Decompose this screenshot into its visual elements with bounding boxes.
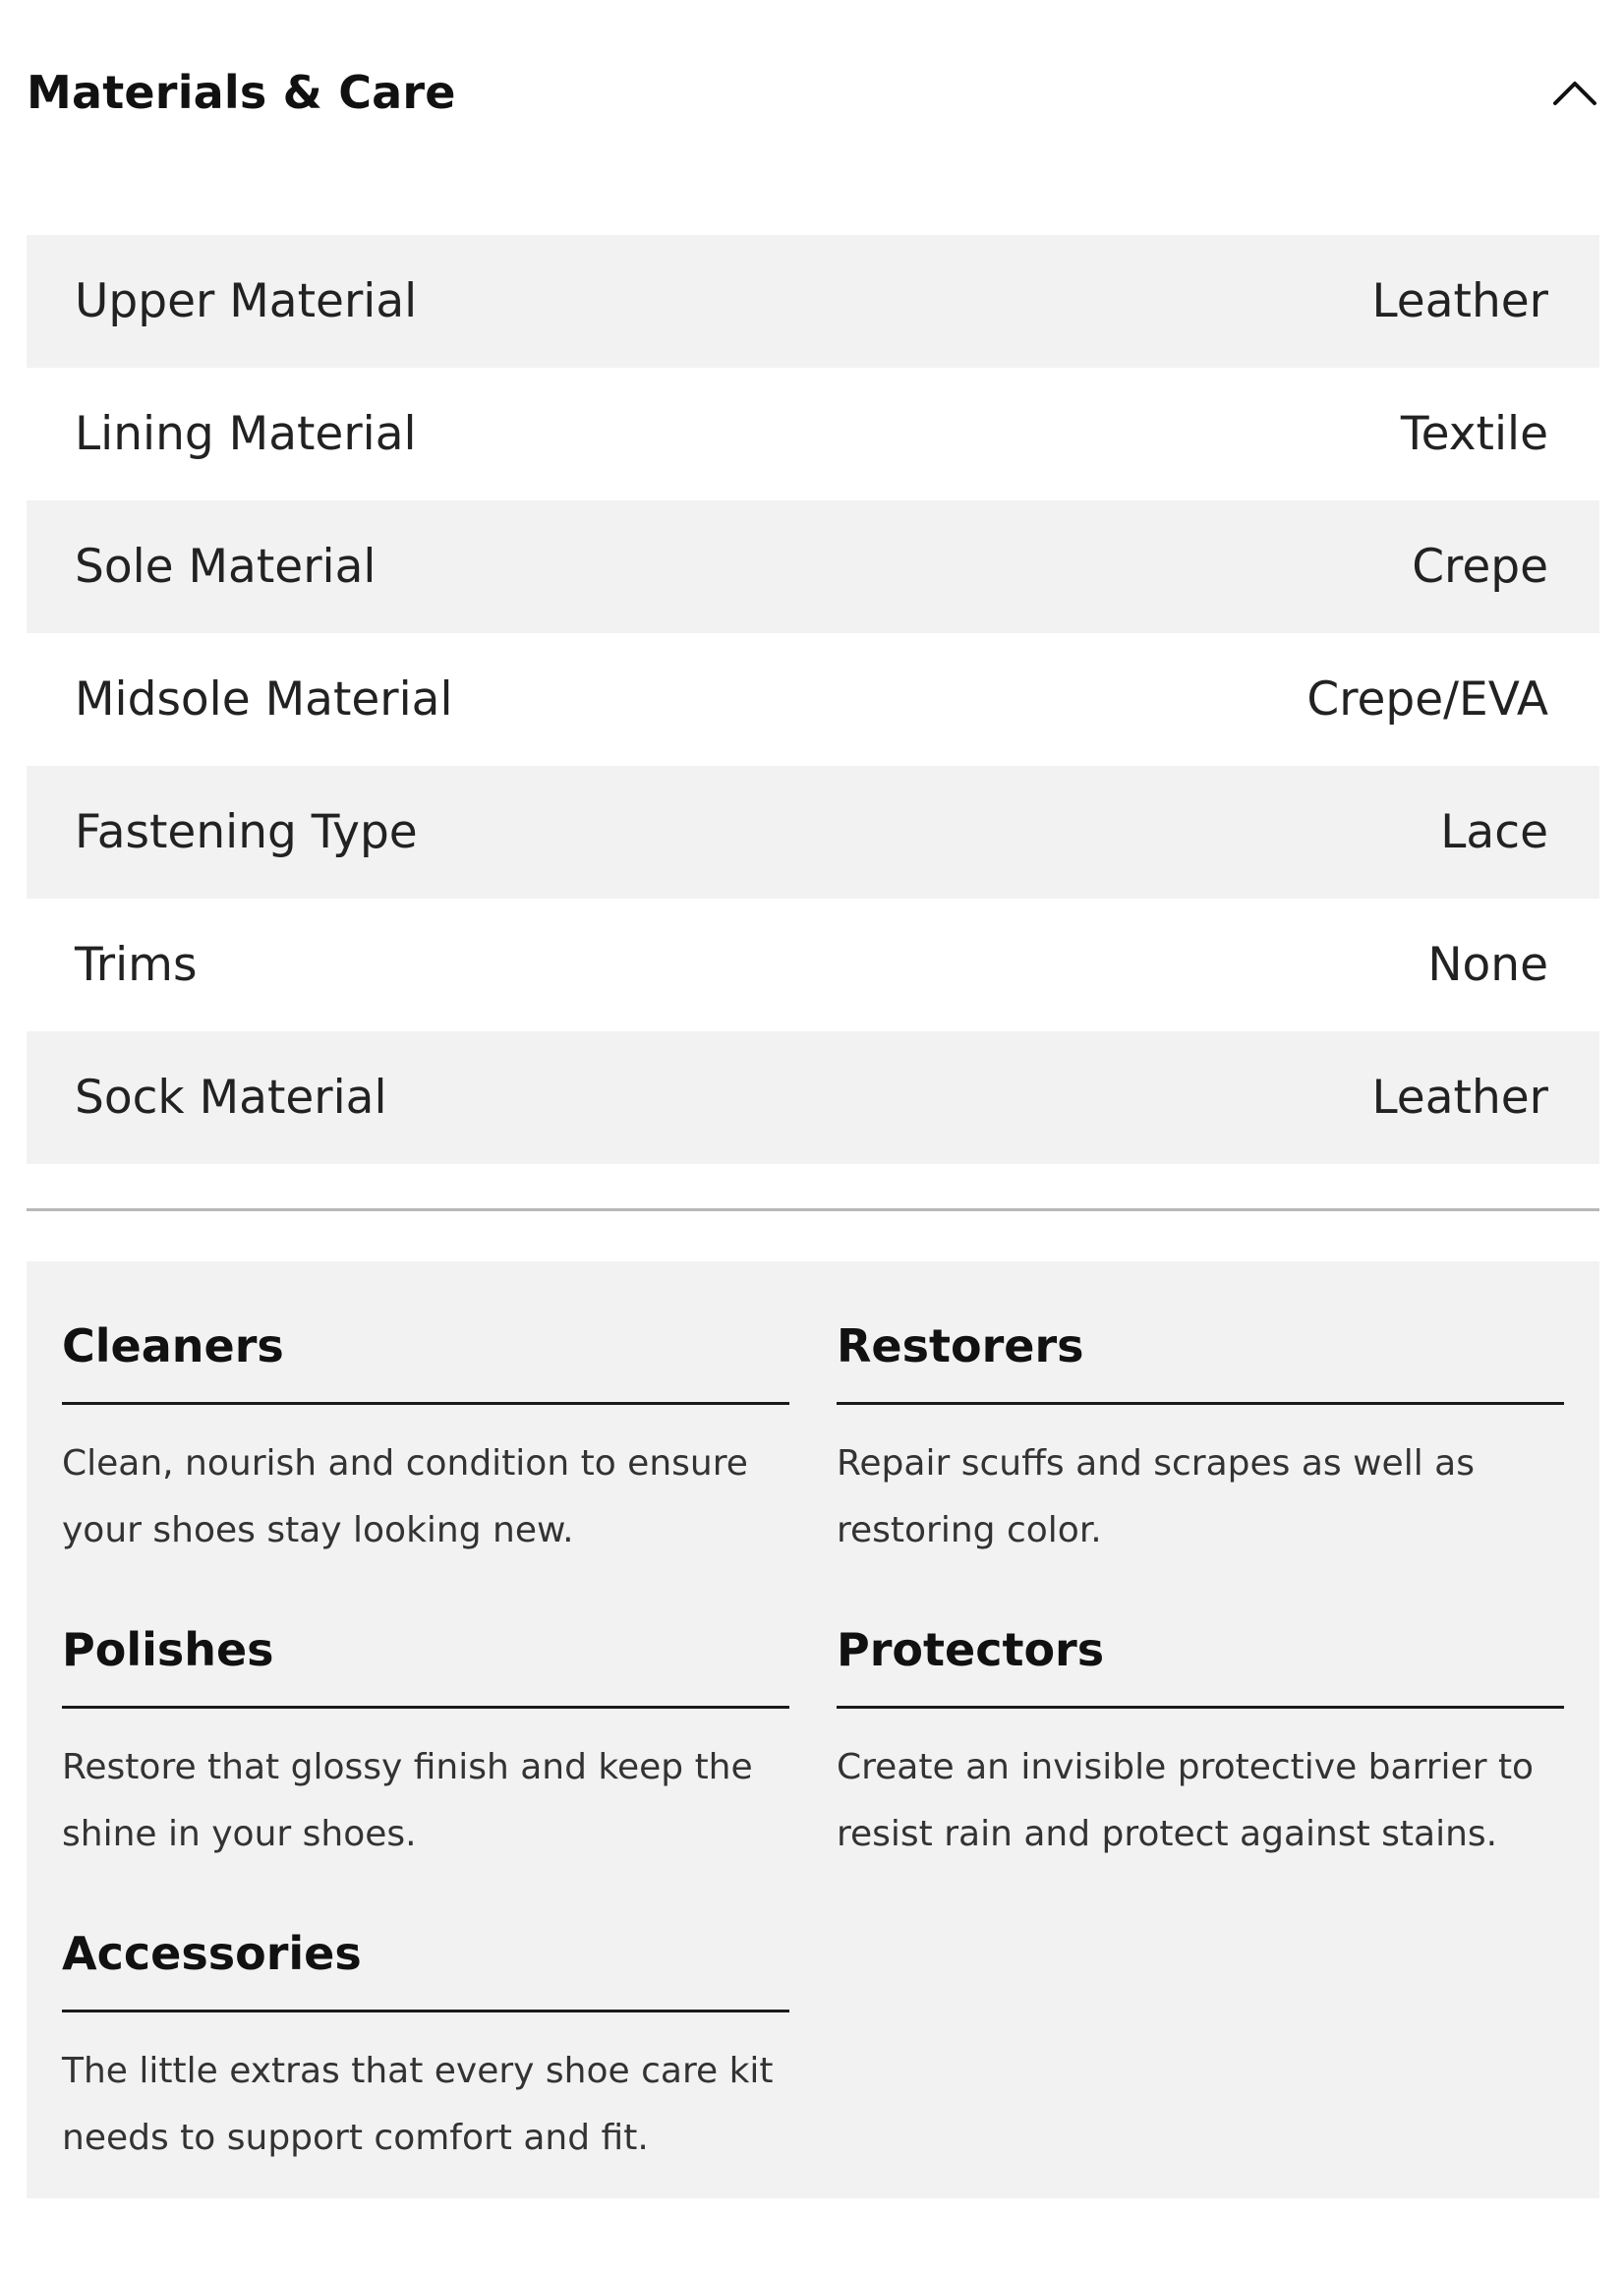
- section-title: Materials & Care: [27, 66, 456, 119]
- care-card-title[interactable]: Protectors: [837, 1601, 1564, 1709]
- spec-row-midsole-material: [27, 633, 1599, 766]
- spec-row-fastening-type: [27, 766, 1599, 899]
- care-card-cleaners[interactable]: [62, 1297, 789, 1564]
- care-card-title[interactable]: Accessories: [62, 1904, 789, 2012]
- care-card-title[interactable]: Restorers: [837, 1297, 1564, 1405]
- spec-value: Crepe: [1412, 540, 1548, 594]
- spec-row-trims: [27, 899, 1599, 1031]
- spec-label: Sock Material: [75, 1071, 387, 1125]
- care-card-accessories[interactable]: [62, 1904, 789, 2172]
- care-card-description: The little extras that every shoe care kit needs to support comfort and fit.: [62, 2051, 774, 2158]
- care-card-description: Create an invisible protective barrier to resist rain and protect against stains.: [837, 1747, 1535, 1854]
- care-card-title[interactable]: Polishes: [62, 1601, 789, 1709]
- care-card-description: Repair scuffs and scrapes as well as restoring color.: [837, 1443, 1475, 1550]
- spec-value: Leather: [1371, 1071, 1548, 1125]
- care-card-restorers[interactable]: [837, 1297, 1564, 1564]
- care-card-description: Restore that glossy finish and keep the shine in your shoes.: [62, 1747, 753, 1854]
- spec-row-sole-material: [27, 500, 1599, 633]
- spec-value: Textile: [1400, 407, 1548, 461]
- spec-value: Crepe/EVA: [1306, 672, 1548, 727]
- materials-care-header[interactable]: [27, 49, 1599, 136]
- specifications-table: [27, 235, 1599, 1164]
- spec-row-upper-material: [27, 235, 1599, 368]
- care-card-description: Clean, nourish and condition to ensure your shoes stay looking new.: [62, 1443, 748, 1550]
- spec-value: Leather: [1371, 274, 1548, 328]
- care-card-title[interactable]: Cleaners: [62, 1297, 789, 1405]
- chevron-up-icon[interactable]: [1550, 68, 1599, 117]
- care-card-polishes[interactable]: [62, 1601, 789, 1868]
- spec-value: None: [1427, 938, 1548, 992]
- spec-row-lining-material: [27, 368, 1599, 500]
- spec-label: Lining Material: [75, 407, 417, 461]
- spec-label: Upper Material: [75, 274, 418, 328]
- spec-label: Sole Material: [75, 540, 377, 594]
- spec-label: Midsole Material: [75, 672, 453, 727]
- care-products-panel: [27, 1261, 1599, 2198]
- spec-label: Trims: [75, 938, 198, 992]
- spec-row-sock-material: [27, 1031, 1599, 1164]
- spec-value: Lace: [1440, 805, 1548, 859]
- care-card-protectors[interactable]: [837, 1601, 1564, 1868]
- section-divider: [27, 1208, 1599, 1211]
- spec-label: Fastening Type: [75, 805, 418, 859]
